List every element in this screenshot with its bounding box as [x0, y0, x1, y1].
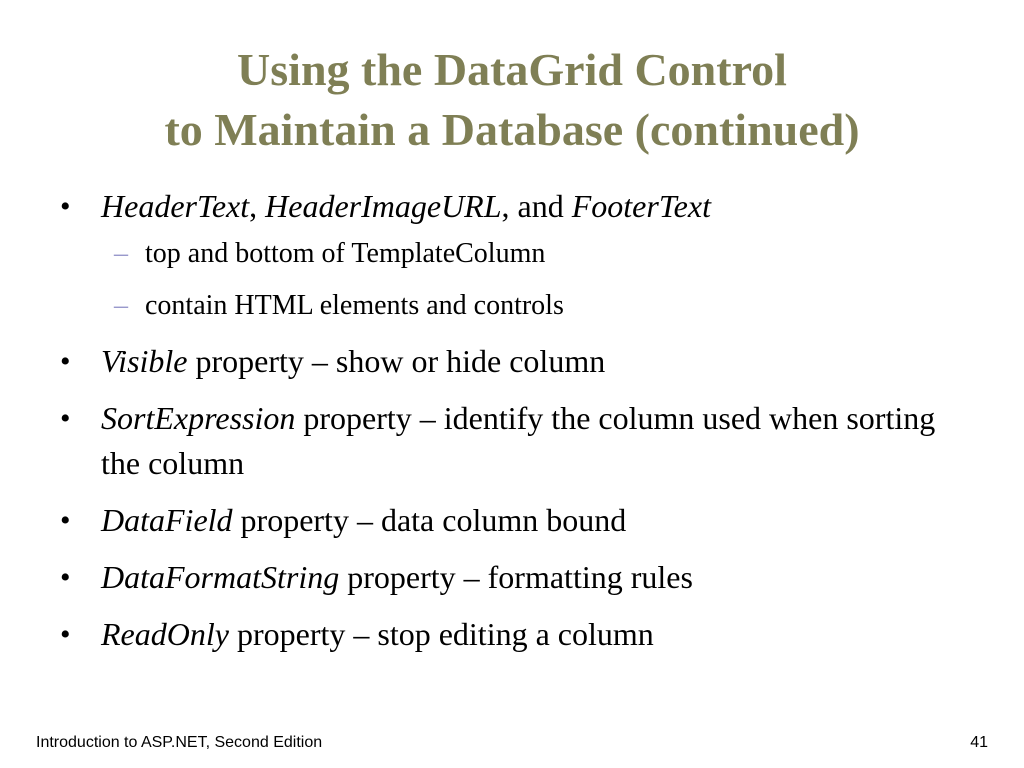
sub-bullet-item: [60, 287, 960, 325]
bullet-icon: •: [60, 345, 71, 378]
bullet-text-italic: HeaderImageURL: [265, 188, 502, 224]
bullet-text: ,: [249, 188, 266, 224]
bullet-text: property – stop editing a column: [228, 616, 654, 652]
sub-bullet-text: contain HTML elements and controls: [145, 290, 564, 321]
bullet-icon: •: [60, 190, 71, 223]
dash-icon: –: [114, 290, 128, 321]
slide-title-line-2: to Maintain a Database (continued): [164, 104, 860, 155]
bullet-text-italic: DataField: [101, 502, 233, 538]
bullet-item-dataformatstring: [60, 555, 960, 600]
bullet-text: property – show or hide column: [187, 343, 606, 379]
bullet-text-italic: HeaderText: [101, 188, 250, 224]
bullet-icon: •: [60, 504, 71, 537]
slide-title-line-1: Using the DataGrid Control: [237, 44, 787, 95]
sub-bullet-list: [60, 235, 960, 325]
bullet-text-italic: DataFormatString: [101, 559, 340, 595]
footer-course-title: Introduction to ASP.NET, Second Edition: [36, 734, 323, 751]
sub-bullet-text: top and bottom of TemplateColumn: [145, 238, 546, 269]
bullet-text-italic: FooterText: [571, 188, 711, 224]
bullet-item-readonly: [60, 612, 960, 657]
bullet-list: [60, 184, 960, 669]
sub-bullet-item: [60, 235, 960, 273]
bullet-text-italic: SortExpression: [101, 400, 296, 436]
slide-title: [0, 40, 1024, 160]
bullet-icon: •: [60, 618, 71, 651]
bullet-text: property – data column bound: [232, 502, 627, 538]
bullet-text-italic: ReadOnly: [101, 616, 229, 652]
bullet-text: , and: [501, 188, 572, 224]
footer-page-number: 41: [970, 734, 988, 751]
bullet-item-header-footer: [60, 184, 960, 229]
bullet-icon: •: [60, 402, 71, 435]
bullet-item-datafield: [60, 498, 960, 543]
bullet-item-sortexpression: [60, 396, 960, 486]
bullet-icon: •: [60, 561, 71, 594]
dash-icon: –: [114, 238, 128, 269]
bullet-text-italic: Visible: [101, 343, 188, 379]
bullet-text: property – identify the column used when sorting the column: [101, 400, 936, 481]
bullet-item-visible: [60, 339, 960, 384]
bullet-text: property – formatting rules: [339, 559, 693, 595]
